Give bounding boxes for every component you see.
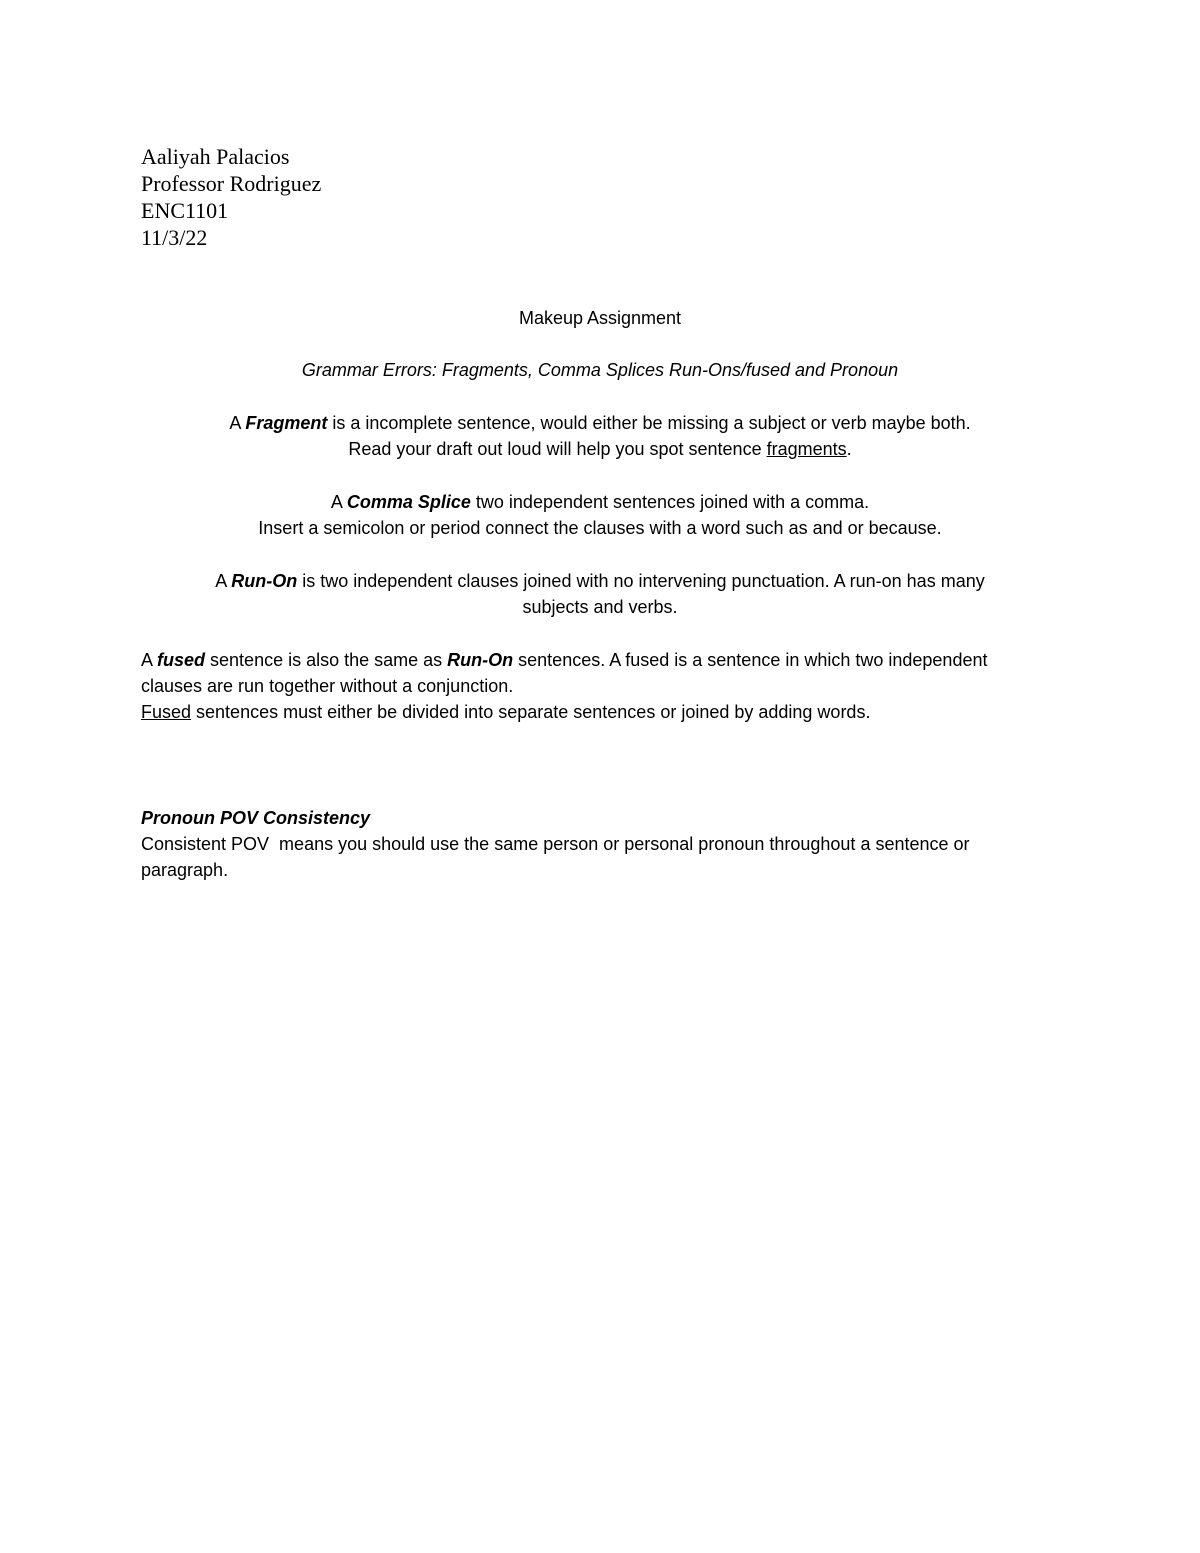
- pronoun-line-2: paragraph.: [141, 860, 229, 880]
- splice-term: Comma Splice: [346, 492, 471, 512]
- fused-definition: sentences. A fused is a sentence in which two independent: [513, 650, 988, 670]
- header-block: [141, 143, 321, 251]
- fragment-paragraph: [141, 410, 1059, 462]
- runon-pre: A: [215, 571, 232, 591]
- run-on-paragraph: [141, 568, 1059, 620]
- professor-name: Professor Rodriguez: [141, 171, 322, 196]
- fragment-line-2: [141, 436, 1059, 462]
- fused-term: fused: [157, 650, 206, 670]
- fused-line-2: clauses are run together without a conjunction.: [141, 676, 514, 696]
- document-title: Makeup Assignment: [518, 308, 682, 328]
- fused-mid: sentence is also the same as: [205, 650, 448, 670]
- fused-runon-term: Run-On: [447, 650, 514, 670]
- runon-definition: is two independent clauses joined with no intervening punctuation. A run-on has many: [297, 571, 985, 591]
- document-subtitle: Grammar Errors: Fragments, Comma Splices Run-Ons/fused and Pronoun: [301, 360, 899, 380]
- pronoun-line-1: Consistent POV means you should use the same person or personal pronoun throughout a sentence or: [141, 834, 970, 854]
- fragment-line-1: [141, 410, 1059, 436]
- fragments-underlined: fragments: [766, 439, 847, 459]
- fused-line-3: [141, 699, 1059, 725]
- runon-line-1: [141, 568, 1059, 594]
- date: 11/3/22: [141, 225, 208, 250]
- fused-line-1: [141, 647, 1059, 673]
- runon-line-2: subjects and verbs.: [522, 597, 678, 617]
- fragment-definition: is a incomplete sentence, would either be missing a subject or verb maybe both.: [327, 413, 971, 433]
- fused-pre: A: [141, 650, 158, 670]
- runon-term: Run-On: [231, 571, 298, 591]
- pronoun-heading: Pronoun POV Consistency: [141, 808, 371, 828]
- splice-line-1: [141, 489, 1059, 515]
- splice-pre: A: [330, 492, 347, 512]
- comma-splice-paragraph: [141, 489, 1059, 541]
- fragment-tip: Read your draft out loud will help you spot sentence: [348, 439, 767, 459]
- course-code: ENC1101: [141, 198, 229, 223]
- fused-paragraph: [141, 647, 1059, 725]
- pronoun-section: [141, 805, 1059, 883]
- fragment-period: .: [846, 439, 852, 459]
- student-name: Aaliyah Palacios: [141, 144, 290, 169]
- fragment-pre: A: [229, 413, 246, 433]
- fragment-term: Fragment: [245, 413, 328, 433]
- fused-underlined: Fused: [141, 702, 192, 722]
- fused-rule: sentences must either be divided into separate sentences or joined by adding words.: [191, 702, 871, 722]
- splice-definition: two independent sentences joined with a comma.: [470, 492, 870, 512]
- splice-line-2: Insert a semicolon or period connect the clauses with a word such as and or because.: [258, 518, 942, 538]
